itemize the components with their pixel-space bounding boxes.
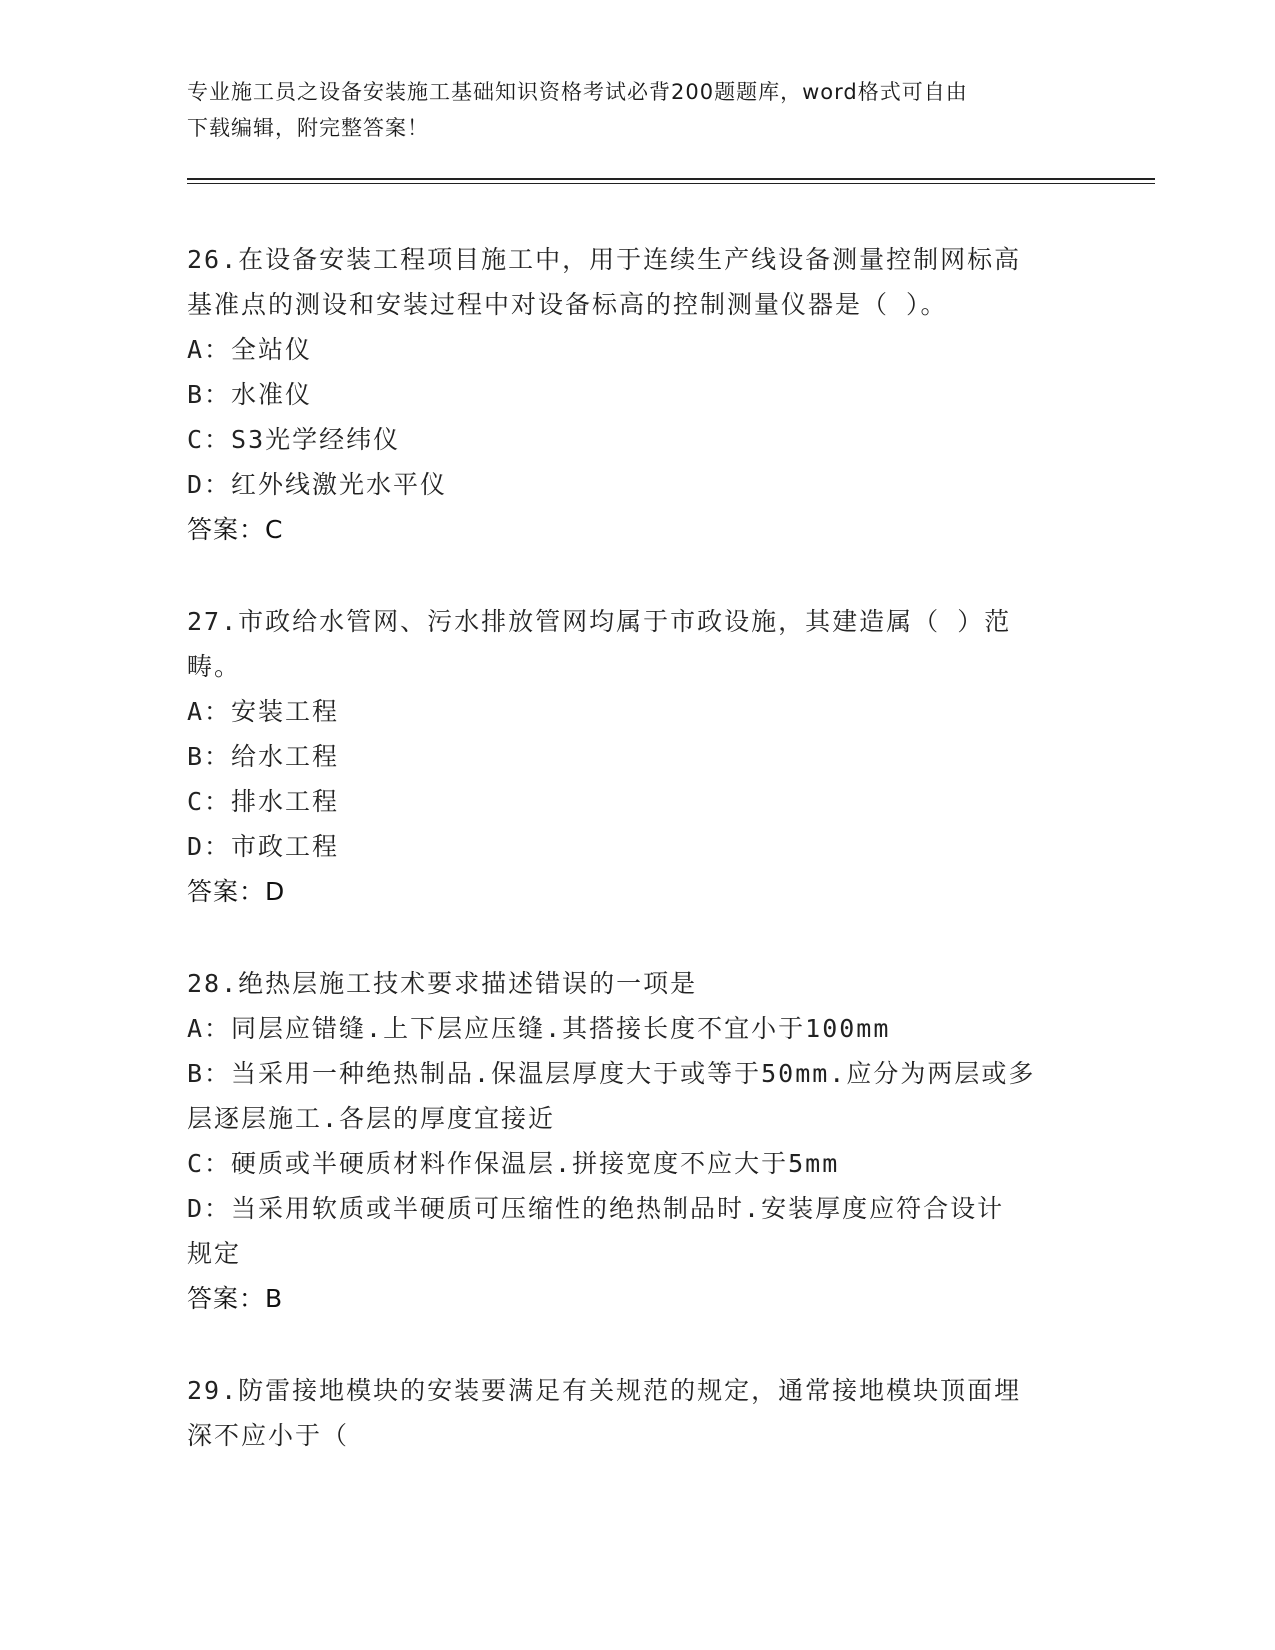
question-stem-line: 基准点的测设和安装过程中对设备标高的控制测量仪器是（ ）。 <box>187 290 948 319</box>
answer-line: 答案：D <box>187 877 286 906</box>
document-header <box>187 74 1087 146</box>
option-d: D：当采用软质或半硬质可压缩性的绝热制品时.安装厚度应符合设计 <box>187 1194 1005 1223</box>
question-spacer <box>187 914 1087 961</box>
option-d-continued: 规定 <box>187 1239 242 1268</box>
option-d: D：红外线激光水平仪 <box>187 470 448 499</box>
question-stem-line: 畴。 <box>187 652 242 681</box>
question-spacer <box>187 552 1087 599</box>
question-stem-line: 28.绝热层施工技术要求描述错误的一项是 <box>187 969 698 998</box>
question-29 <box>187 1368 1087 1458</box>
header-line-2: 下载编辑，附完整答案！ <box>187 116 429 140</box>
question-28 <box>187 961 1087 1321</box>
answer-line: 答案：B <box>187 1284 284 1313</box>
option-b: B：给水工程 <box>187 742 340 771</box>
question-stem-line: 29.防雷接地模块的安装要满足有关规范的规定，通常接地模块顶面埋 <box>187 1376 1022 1405</box>
answer-line: 答案：C <box>187 515 284 544</box>
question-stem-line: 26.在设备安装工程项目施工中，用于连续生产线设备测量控制网标高 <box>187 245 1022 274</box>
question-26 <box>187 237 1087 552</box>
option-c: C：S3光学经纬仪 <box>187 425 401 454</box>
option-c: C：排水工程 <box>187 787 340 816</box>
question-spacer <box>187 1321 1087 1368</box>
question-list <box>187 237 1087 1458</box>
option-b-continued: 层逐层施工.各层的厚度宜接近 <box>187 1104 556 1133</box>
question-stem-line: 深不应小于（ <box>187 1421 350 1450</box>
option-a: A：全站仪 <box>187 335 313 364</box>
option-b: B：当采用一种绝热制品.保温层厚度大于或等于50mm.应分为两层或多 <box>187 1059 1036 1088</box>
header-line-1: 专业施工员之设备安装施工基础知识资格考试必背200题题库，word格式可自由 <box>187 80 968 104</box>
option-c: C：硬质或半硬质材料作保温层.拼接宽度不应大于5mm <box>187 1149 840 1178</box>
option-d: D：市政工程 <box>187 832 340 861</box>
option-a: A：同层应错缝.上下层应压缝.其搭接长度不宜小于100mm <box>187 1014 891 1043</box>
question-27 <box>187 599 1087 914</box>
header-divider-thin <box>187 183 1155 184</box>
question-stem-line: 27.市政给水管网、污水排放管网均属于市政设施，其建造属（ ）范 <box>187 607 1012 636</box>
header-divider-thick <box>187 178 1155 180</box>
option-a: A：安装工程 <box>187 697 340 726</box>
option-b: B：水准仪 <box>187 380 313 409</box>
